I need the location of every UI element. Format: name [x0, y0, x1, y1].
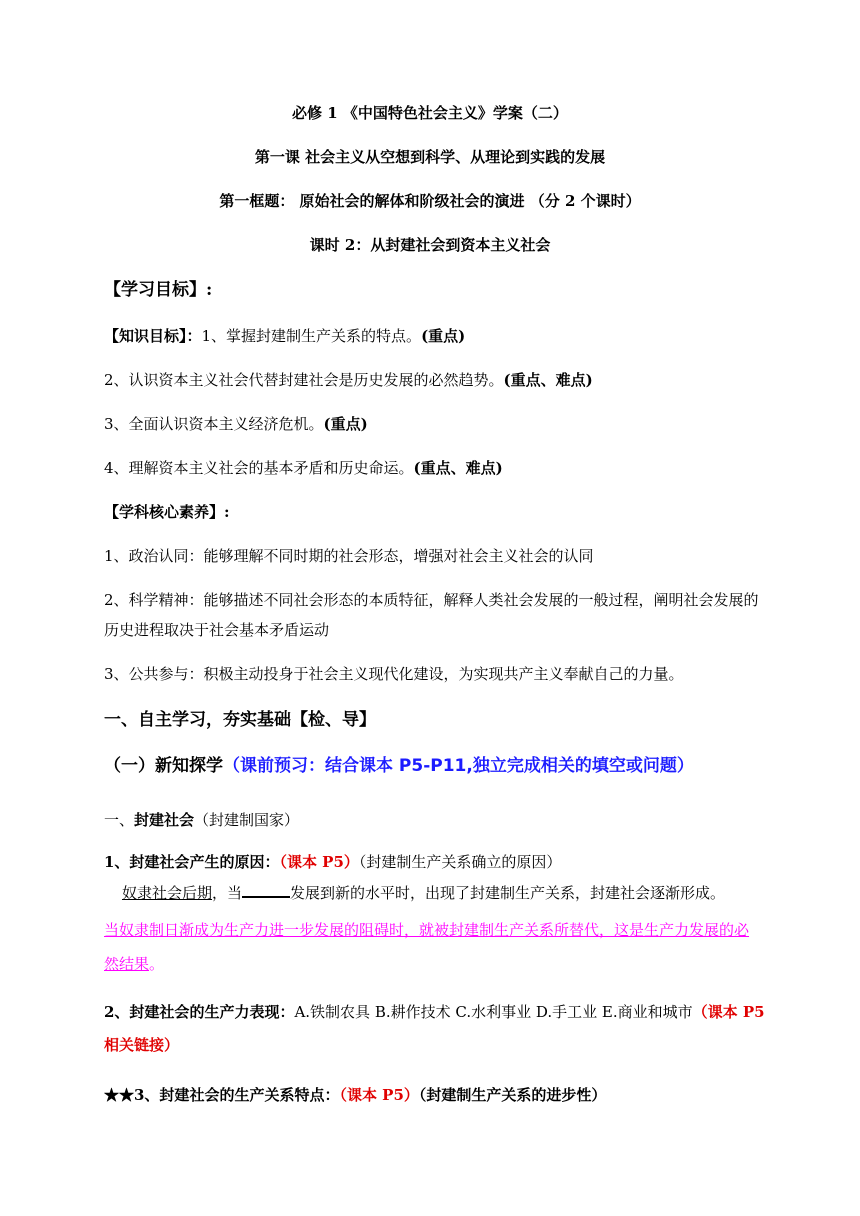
- goal-2: [104, 370, 593, 390]
- doc-title: 必修 1 《中国特色社会主义》学案（二）: [292, 104, 568, 122]
- q1-answer-end: 。: [149, 955, 165, 973]
- goal-2-text: 2、认识资本主义社会代替封建社会是历史发展的必然趋势。: [104, 371, 504, 389]
- subheading-label: （一）新知探学: [104, 756, 223, 776]
- section1-subheading: [104, 755, 694, 777]
- q2-line: [104, 1002, 765, 1022]
- q3-ref: （课本 P5）: [339, 1086, 419, 1104]
- literacy-item-2: 2、科学精神：能够描述不同社会形态的本质特征，解释人类社会发展的一般过程，阐明社会发展的: [104, 591, 759, 609]
- subheading-note: （课前预习：结合课本 P5-P11,独立完成相关的填空或问题）: [223, 756, 694, 776]
- q1-text-a: 奴隶社会后期: [122, 884, 213, 902]
- q2-label: 2、封建社会的生产力表现：: [104, 1003, 295, 1021]
- q3-label: ★★3、封建社会的生产关系特点：: [104, 1086, 340, 1104]
- q2-ref-1: （课本 P5: [692, 1003, 765, 1021]
- lesson-title: 第一课 社会主义从空想到科学、从理论到实践的发展: [254, 148, 606, 166]
- q1-blank[interactable]: [242, 882, 290, 898]
- topic-note: （封建制国家）: [194, 811, 300, 829]
- literacy-item-2-cont: 历史进程取决于社会基本矛盾运动: [104, 621, 330, 639]
- q2-text: A.铁制农具 B.耕作技术 C.水利事业 D.手工业 E.商业和城市: [294, 1003, 693, 1021]
- frame-title: 第一框题： 原始社会的解体和阶级社会的演进 （分 2 个课时）: [219, 192, 641, 210]
- period-title: 课时 2：从封建社会到资本主义社会: [309, 236, 551, 254]
- q1-text-c: 发展到新的水平时，出现了封建制生产关系，封建社会逐渐形成。: [290, 884, 726, 902]
- q3-line: [104, 1085, 606, 1105]
- q1-answer-line2: [104, 954, 164, 974]
- topic-bold: 封建社会: [134, 811, 195, 829]
- q1-line: [104, 852, 561, 872]
- goals-heading: 【学习目标】:: [104, 280, 213, 300]
- q1-label: 1、封建社会产生的原因：: [104, 853, 280, 871]
- q1-answer-line1: [104, 920, 749, 940]
- q1-ref: （课本 P5）: [279, 853, 359, 871]
- goal-3-tag: (重点): [323, 415, 368, 433]
- knowledge-label: 【知识目标】：: [104, 327, 202, 345]
- q2-ref-2: 相关链接）: [104, 1036, 180, 1054]
- goal-1: [104, 326, 465, 346]
- literacy-heading: 【学科核心素养】:: [104, 503, 230, 521]
- goal-4: [104, 458, 503, 478]
- q1-answer-1: 当奴隶制日渐成为生产力进一步发展的阻碍时，就被封建制生产关系所替代，这是生产力发展的必: [104, 921, 750, 939]
- topic-prefix: 一、: [104, 811, 135, 829]
- literacy-item-1: 1、政治认同：能够理解不同时期的社会形态，增强对社会主义社会的认同: [104, 547, 594, 565]
- literacy-item-3: 3、公共参与：积极主动投身于社会主义现代化建设，为实现共产主义奉献自己的力量。: [104, 665, 684, 683]
- goal-4-text: 4、理解资本主义社会的基本矛盾和历史命运。: [104, 459, 414, 477]
- q3-note: （封建制生产关系的进步性）: [418, 1086, 607, 1104]
- goal-3-text: 3、全面认识资本主义经济危机。: [104, 415, 324, 433]
- goal-3: [104, 414, 368, 434]
- q1-fill-line: [122, 882, 725, 903]
- q2-line-cont: [104, 1035, 179, 1055]
- goal-4-tag: (重点、难点): [413, 459, 503, 477]
- goal-1-text: 1、掌握封建制生产关系的特点。: [201, 327, 422, 345]
- goal-1-tag: (重点): [421, 327, 466, 345]
- section1-heading: 一、自主学习，夯实基础【检、导】: [104, 710, 376, 730]
- goal-2-tag: (重点、难点): [503, 371, 593, 389]
- q1-note: （封建制生产关系确立的原因）: [358, 853, 562, 871]
- q1-text-b: ，当: [212, 884, 243, 902]
- q1-answer-2: 然结果: [104, 955, 150, 973]
- topic-feudal: [104, 810, 299, 830]
